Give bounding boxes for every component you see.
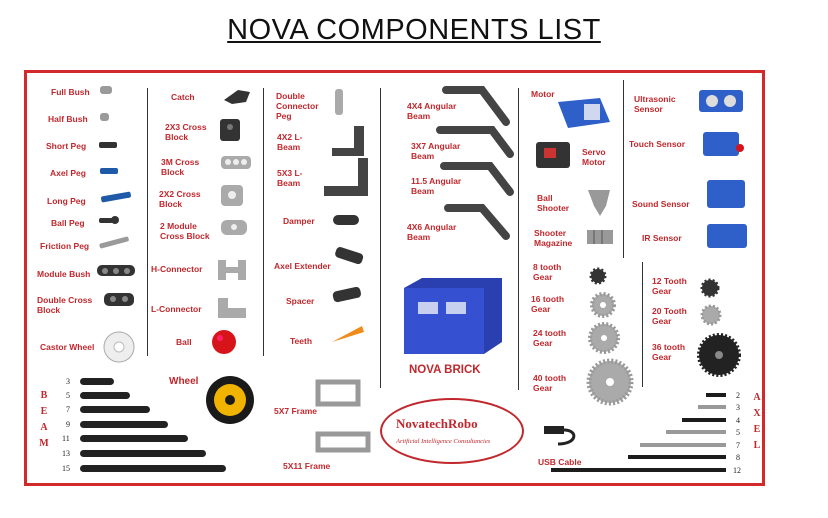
axel-12 [551,468,726,472]
axel-extender-icon [332,244,368,268]
column-divider [263,88,264,356]
module-bush-icon [95,261,139,281]
beam-size: 9 [66,420,70,429]
axel-3 [698,405,726,409]
beam-size: 15 [62,464,70,473]
cross-block-3m-icon [218,152,254,174]
ball-icon [210,328,238,356]
gear-16-icon [588,290,618,320]
gear-12-icon [698,276,722,300]
logo [380,398,524,464]
column-divider [623,80,624,258]
nova-brick-label: NOVA BRICK [409,364,481,376]
gear-40-label: 40 tooth Gear [533,373,567,393]
nova-brick-icon [398,274,506,358]
beam-size: 5 [66,391,70,400]
axel-2 [706,393,726,397]
l-beam-5x3-icon [320,152,374,200]
axel-size: 7 [736,441,740,450]
column-divider [380,88,381,388]
column-divider [147,88,148,356]
cross-block-2x3-label: 2X3 Cross Block [165,122,207,142]
axel-letter: L [753,440,761,451]
beam-7 [80,406,150,413]
half-bush-icon [98,111,112,123]
beam-15 [80,465,226,472]
motor-label: Motor [531,89,555,99]
axel-size: 5 [736,428,740,437]
ball-peg-icon [97,213,121,227]
axel-size: 2 [736,391,740,400]
spacer-icon [330,284,366,306]
long-peg-label: Long Peg [47,196,86,206]
teeth-label: Teeth [290,336,313,346]
damper-label: Damper [283,216,315,226]
sound-sensor-label: Sound Sensor [632,199,690,209]
wheel-icon [204,374,256,426]
castor-wheel-label: Castor Wheel [40,342,95,352]
beam-vertical-label [38,388,50,452]
module-bush-label: Module Bush [37,269,91,279]
l-beam-4x2-label: 4X2 L- Beam [277,132,303,152]
castor-wheel-icon [102,330,136,364]
angular-beam-4x6-icon [444,200,514,242]
angular-beam-11-5-icon [440,158,516,198]
angular-beam-4x4-label: 4X4 Angular Beam [407,101,457,121]
axel-7 [640,443,726,447]
teeth-icon [328,322,368,346]
l-beam-5x3-label: 5X3 L- Beam [277,168,303,188]
axel-letter: X [753,408,761,419]
logo-tagline: Artificial Intelligence Consultancies [396,438,491,445]
axel-vertical-label [751,390,763,454]
gear-8-icon [588,266,608,286]
axel-5 [666,430,726,434]
gear-16-label: 16 tooth Gear [531,294,565,314]
friction-peg-icon [97,234,133,250]
gear-36-icon [694,330,744,380]
ir-sensor-icon [704,220,752,252]
beam-letter: M [39,438,49,449]
logo-name: NovatechRobo [396,416,478,431]
spacer-label: Spacer [286,296,315,306]
servo-motor-icon [530,136,578,176]
ultrasonic-sensor-icon [696,86,748,116]
axel-peg-icon [98,165,122,177]
gear-24-label: 24 tooth Gear [533,328,567,348]
beam-letter: E [40,406,48,417]
gear-12-label: 12 Tooth Gear [652,276,687,296]
axel-size: 12 [733,466,741,475]
ball-label: Ball [176,337,192,347]
beam-letter: B [40,390,48,401]
frame-5x11-icon [314,430,372,456]
cross-block-2x2-icon [218,182,248,210]
ir-sensor-label: IR Sensor [642,233,682,243]
short-peg-label: Short Peg [46,141,87,151]
axel-letter: E [753,424,761,435]
double-connector-peg-icon [328,86,350,118]
frame-5x7-label: 5X7 Frame [274,406,317,416]
beam-size: 13 [62,449,70,458]
axel-8 [628,455,726,459]
ultrasonic-sensor-label: Ultrasonic Sensor [634,94,676,114]
axel-peg-label: Axel Peg [50,168,86,178]
gear-24-icon [586,320,622,356]
touch-sensor-label: Touch Sensor [629,139,686,149]
usb-cable-label: USB Cable [538,457,582,467]
long-peg-icon [99,190,135,204]
angular-beam-3x7-label: 3X7 Angular Beam [411,141,461,161]
ball-peg-label: Ball Peg [51,218,85,228]
angular-beam-4x6-label: 4X6 Angular Beam [407,222,457,242]
angular-beam-11-5-label: 11.5 Angular Beam [411,176,462,196]
beam-letter: A [40,422,48,433]
full-bush-icon [98,84,114,96]
beam-size: 3 [66,377,70,386]
h-connector-label: H-Connector [151,264,203,274]
catch-label: Catch [171,92,195,102]
servo-motor-label: Servo Motor [582,147,606,167]
motor-icon [554,92,614,134]
short-peg-icon [97,139,121,151]
beam-9 [80,421,168,428]
double-cross-block-icon [102,290,138,310]
beam-5 [80,392,130,399]
shooter-magazine-icon [584,226,616,248]
gear-8-label: 8 tooth Gear [533,262,562,282]
axel-4 [682,418,726,422]
beam-3 [80,378,114,385]
shooter-magazine-label: Shooter Magazine [534,228,573,248]
column-divider [642,262,643,387]
ball-shooter-icon [584,186,614,220]
axel-size: 4 [736,416,740,425]
angular-beam-3x7-icon [436,122,516,162]
column-divider [518,88,519,390]
beam-13 [80,450,206,457]
axel-extender-label: Axel Extender [274,261,331,271]
beam-size: 11 [62,434,70,443]
gear-20-icon [698,302,724,328]
page-title: NOVA COMPONENTS LIST [227,14,601,46]
usb-cable-icon [538,414,582,450]
l-connector-icon [212,292,252,324]
touch-sensor-icon [700,128,746,160]
double-cross-block-label: Double Cross Block [37,295,93,315]
damper-icon [330,210,364,230]
h-connector-icon [212,254,252,286]
frame-5x7-icon [314,378,362,408]
friction-peg-label: Friction Peg [40,241,90,251]
gear-20-label: 20 Tooth Gear [652,306,687,326]
half-bush-label: Half Bush [48,114,88,124]
axel-letter: A [753,392,761,403]
cross-block-2x3-icon [216,115,244,145]
beam-11 [80,435,188,442]
catch-icon [220,82,254,108]
axel-size: 8 [736,453,740,462]
beam-size: 7 [66,405,70,414]
gear-36-label: 36 tooth Gear [652,342,686,362]
l-connector-label: L-Connector [151,304,202,314]
frame-5x11-label: 5X11 Frame [283,461,331,471]
wheel-label: Wheel [169,376,199,387]
gear-40-icon [584,356,636,408]
sound-sensor-icon [704,176,750,212]
cross-block-2x2-label: 2X2 Cross Block [159,189,201,209]
full-bush-label: Full Bush [51,87,90,97]
double-connector-peg-label: Double Connector Peg [276,91,319,121]
ball-shooter-label: Ball Shooter [537,193,570,213]
cross-block-2module-icon [218,216,250,240]
cross-block-3m-label: 3M Cross Block [161,157,200,177]
axel-size: 3 [736,403,740,412]
cross-block-2module-label: 2 Module Cross Block [160,221,210,241]
